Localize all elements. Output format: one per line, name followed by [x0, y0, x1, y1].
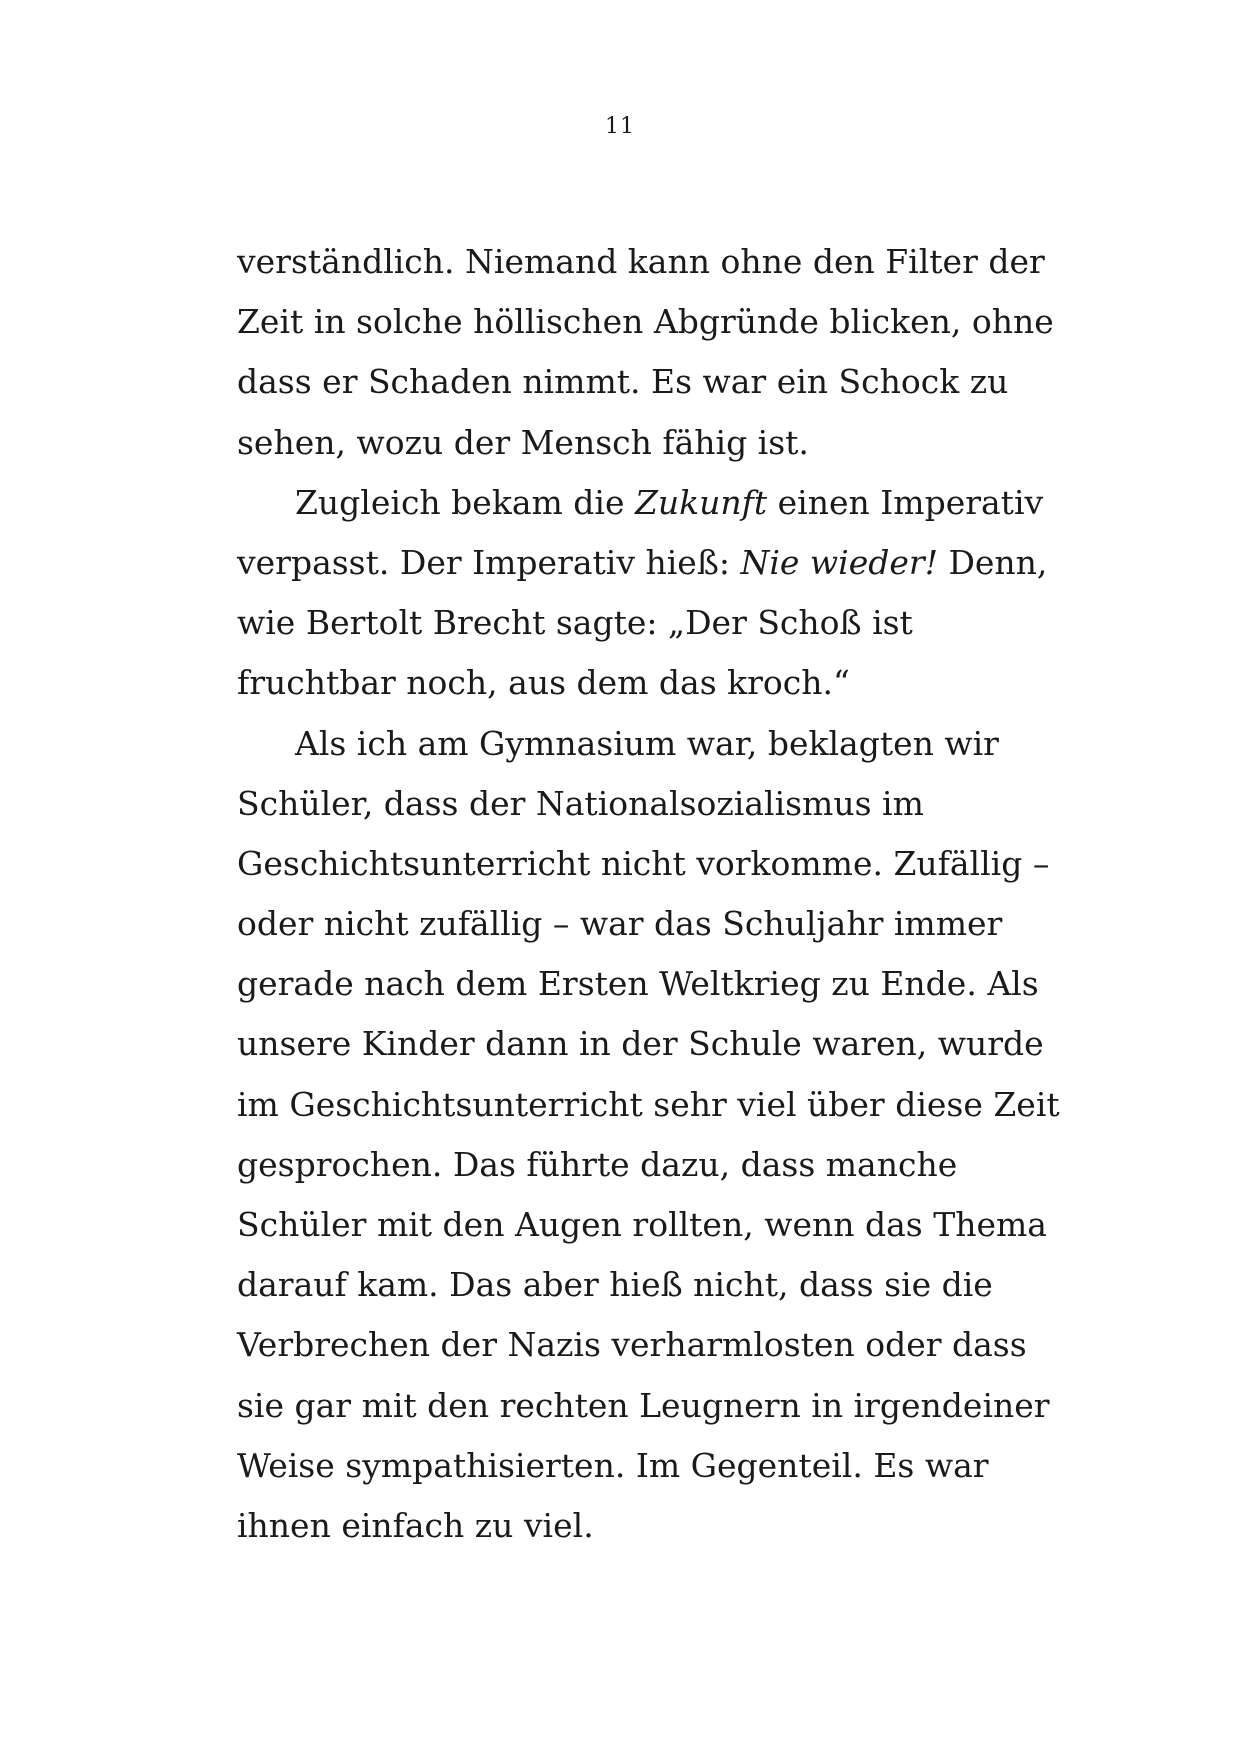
text-line: [237, 533, 1048, 593]
paragraph-1: [237, 232, 1054, 473]
text-line: sehen, wozu der Mensch fähig ist.: [237, 422, 809, 462]
text-line: Geschichtsunterricht nicht vorkomme. Zufällig –: [237, 843, 1050, 883]
text-line: wie Bertolt Brecht sagte: „Der Schoß ist: [237, 603, 913, 643]
text-run: verpasst. Der Imperativ hieß:: [237, 542, 741, 582]
text-line: [237, 473, 1044, 533]
text-line: Verbrechen der Nazis verharmlosten oder dass: [237, 1325, 1027, 1365]
text-line: sie gar mit den rechten Leugnern in irgendeiner: [237, 1385, 1050, 1425]
text-line: Weise sympathisierten. Im Gegenteil. Es war: [237, 1445, 989, 1485]
emphasis-zukunft: Zukunft: [634, 482, 768, 522]
text-run: Denn,: [937, 542, 1048, 582]
text-line: ihnen einfach zu viel.: [237, 1505, 594, 1545]
text-line: Schüler, dass der Nationalsozialismus im: [237, 783, 924, 823]
text-line: unsere Kinder dann in der Schule waren, wurde: [237, 1024, 1044, 1064]
text-line: dass er Schaden nimmt. Es war ein Schock zu: [237, 362, 1009, 402]
text-line: verständlich. Niemand kann ohne den Filter der: [237, 242, 1045, 281]
text-line: gesprochen. Das führte dazu, dass manche: [237, 1144, 958, 1184]
paragraph-3: [237, 714, 1060, 1557]
text-line: fruchtbar noch, aus dem das kroch.“: [237, 663, 850, 703]
text-line: Zeit in solche höllischen Abgründe blicken, ohne: [237, 302, 1054, 342]
text-line: im Geschichtsunterricht sehr viel über diese Zeit: [237, 1084, 1060, 1124]
text-run: Zugleich bekam die: [295, 482, 635, 522]
body-text: [237, 232, 1060, 1556]
text-line: gerade nach dem Ersten Weltkrieg zu Ende. Als: [237, 964, 1039, 1004]
page-number: 11: [605, 114, 635, 139]
text-line: oder nicht zufällig – war das Schuljahr immer: [237, 904, 1003, 944]
paragraph-2: [237, 473, 1048, 714]
text-line: Als ich am Gymnasium war, beklagten wir: [295, 723, 999, 763]
text-line: Schüler mit den Augen rollten, wenn das Thema: [237, 1205, 1047, 1244]
text-line: darauf kam. Das aber hieß nicht, dass sie die: [237, 1265, 993, 1305]
text-run: einen Imperativ: [767, 482, 1044, 522]
emphasis-nie-wieder: Nie wieder!: [740, 542, 938, 582]
